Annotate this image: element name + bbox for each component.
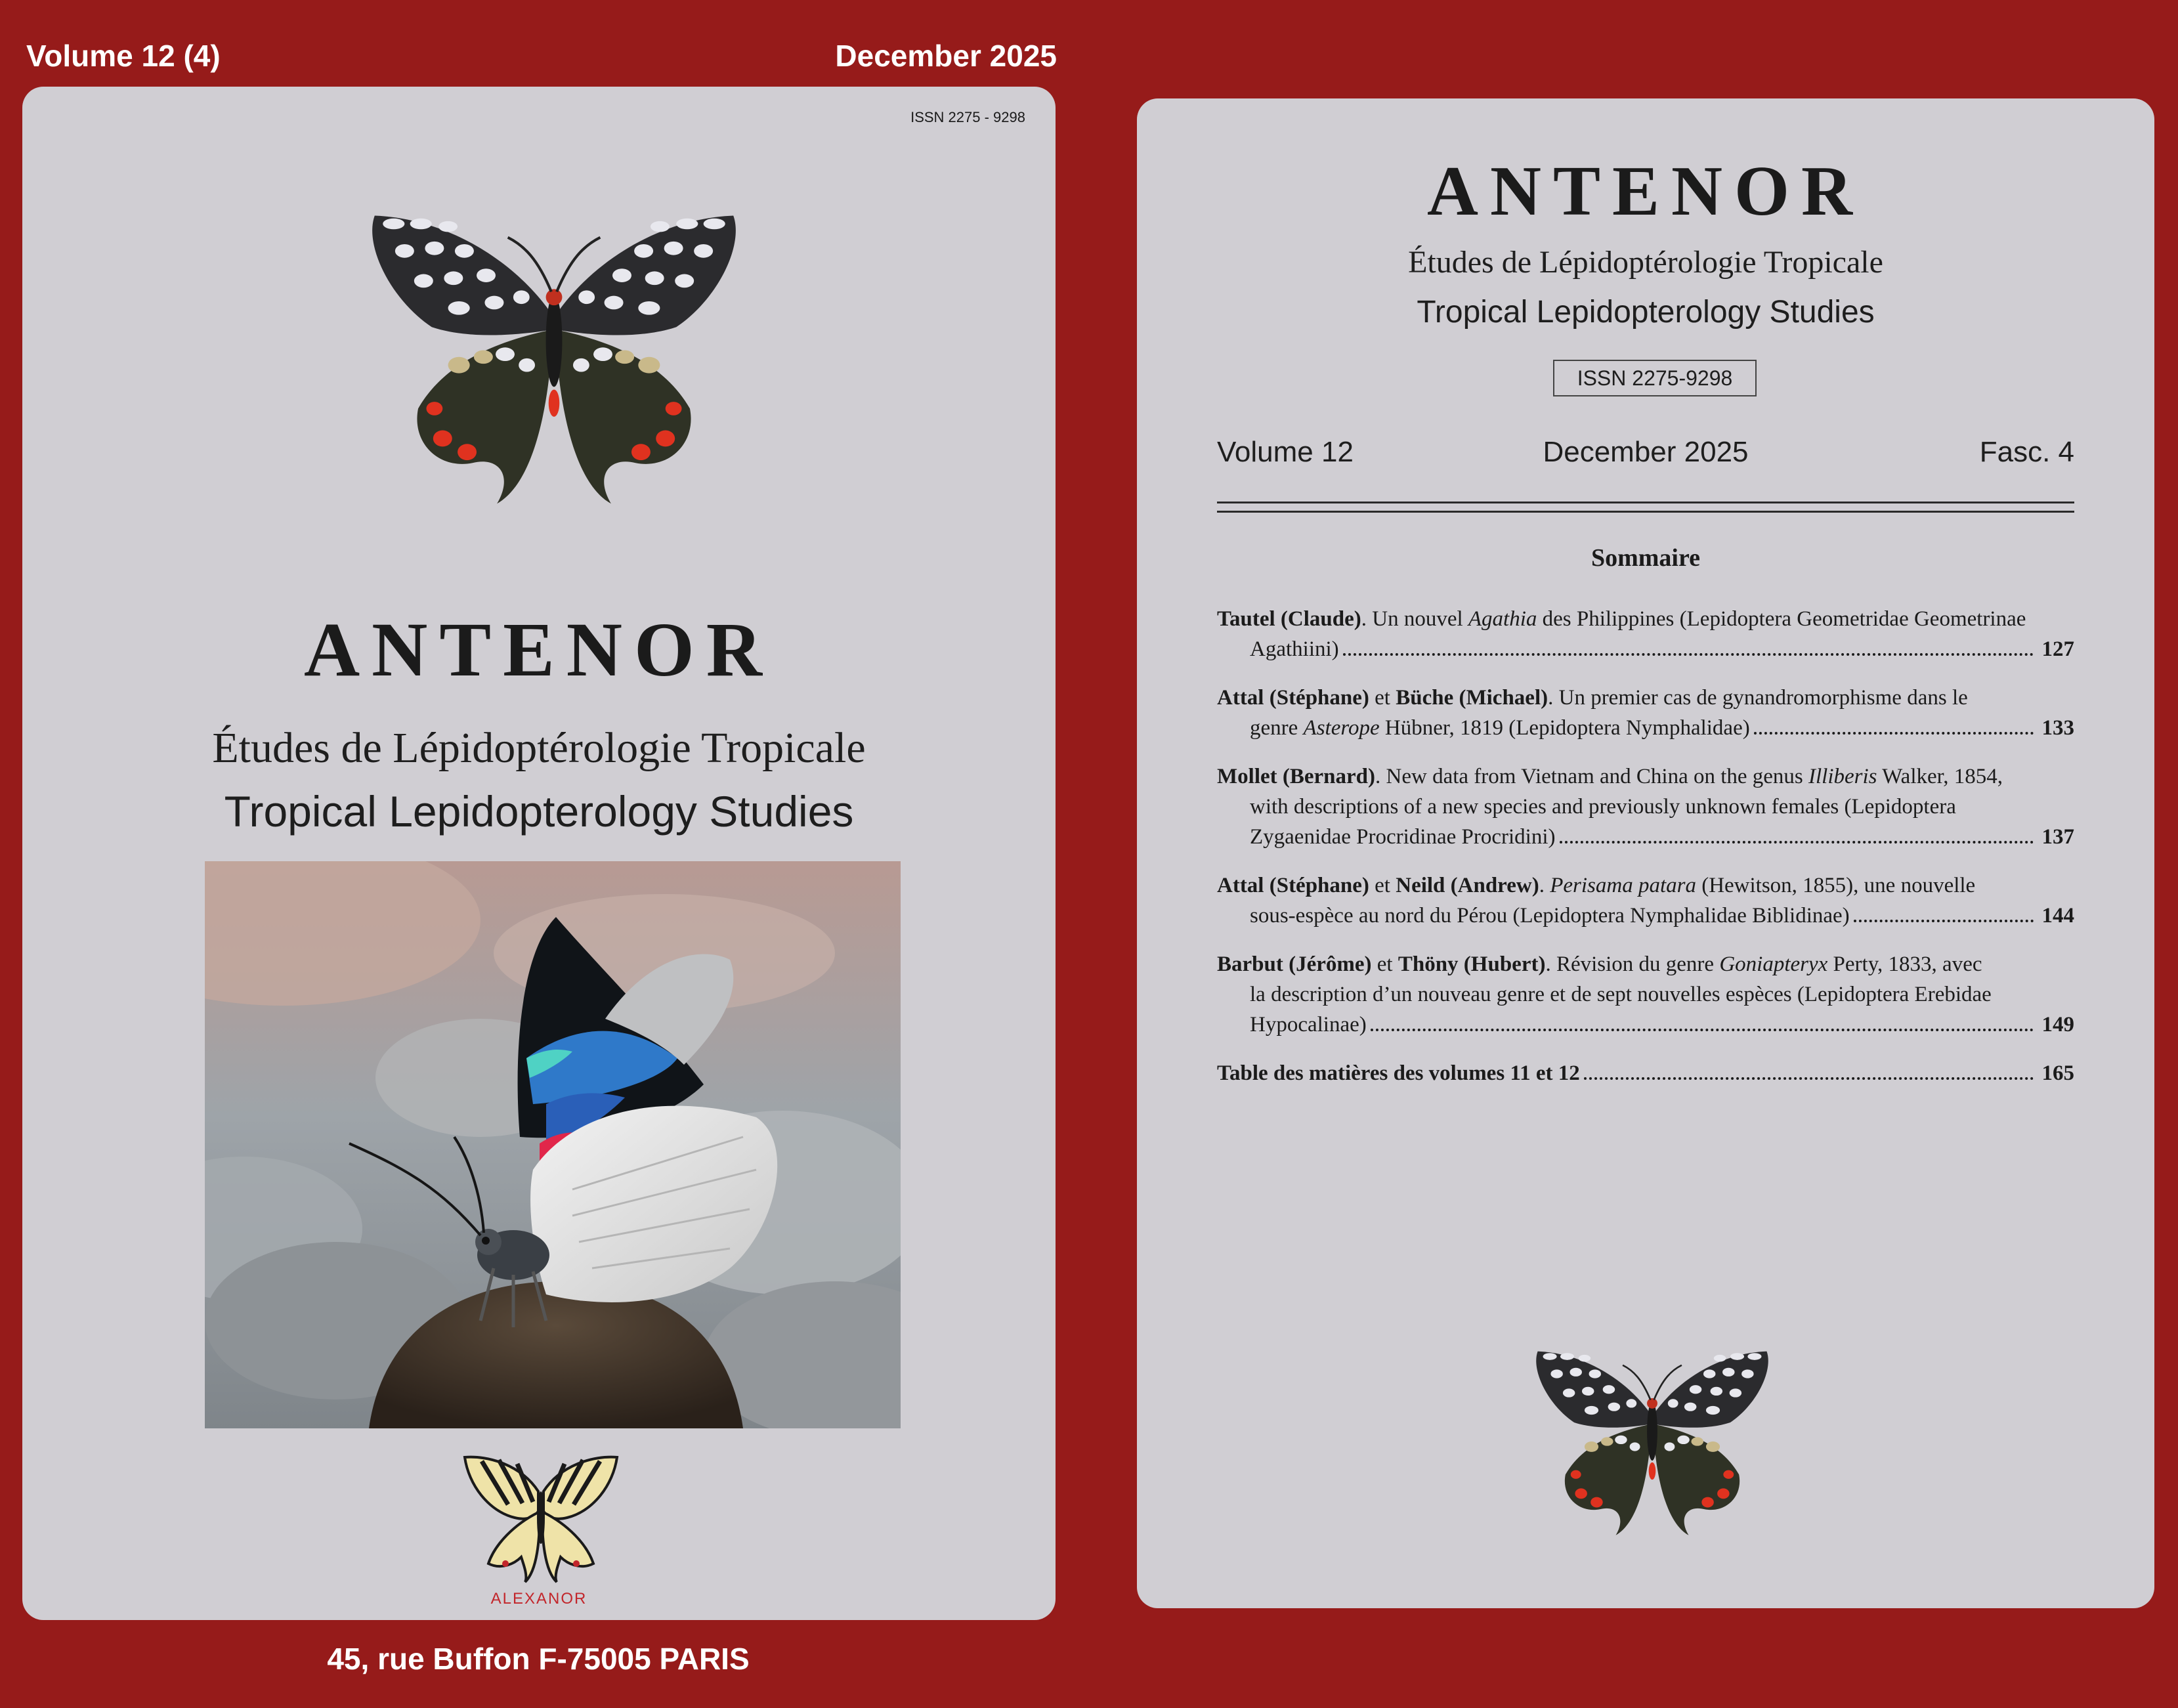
toc-text: . Un premier cas de gynandromorphisme dans le <box>1548 686 1968 710</box>
toc-text: des Philippines (Lepidoptera Geometridae Geometrinae <box>1537 607 2026 631</box>
toc-page: 144 <box>2041 904 2074 928</box>
toc-line <box>1217 901 2074 931</box>
toc-author: Tautel (Claude) <box>1217 607 1361 631</box>
toc-text: . Un nouvel <box>1361 607 1468 631</box>
butterfly-icon <box>364 205 744 517</box>
toc-author: Thöny (Hubert) <box>1398 952 1546 976</box>
toc-taxon: Goniapteryx <box>1719 952 1828 976</box>
issue-date: December 2025 <box>1543 436 1749 468</box>
toc-text: Hübner, 1819 (Lepidoptera Nymphalidae) <box>1379 716 1750 740</box>
cover-top-bar <box>26 38 1057 84</box>
toc-text: et <box>1369 874 1396 897</box>
leader-dots <box>1854 920 2034 922</box>
swallowtail-logo-icon <box>462 1452 620 1583</box>
cover-address: 45, rue Buffon F-75005 PARIS <box>327 1642 750 1676</box>
toc-author: Büche (Michael) <box>1396 686 1548 710</box>
toc-line <box>1217 683 2074 713</box>
cover-date: December 2025 <box>835 39 1057 73</box>
leader-dots <box>1343 653 2034 656</box>
leader-dots <box>1584 1077 2034 1080</box>
toc-line <box>1217 713 2074 743</box>
issn-box: ISSN 2275-9298 <box>1553 360 1757 396</box>
toc-entry[interactable] <box>1217 761 2074 852</box>
toc-entry[interactable] <box>1217 683 2074 743</box>
front-cover <box>22 87 1056 1620</box>
toc-page: 133 <box>2041 716 2074 740</box>
leader-dots <box>1754 732 2034 735</box>
contents-heading: Sommaire <box>1591 544 1701 572</box>
toc-line <box>1217 634 2074 664</box>
toc-text: . <box>1539 874 1550 897</box>
toc-text: Hypocalinae) <box>1250 1013 1367 1036</box>
logo-label: ALEXANOR <box>490 1590 587 1608</box>
leader-dots <box>1560 841 2034 843</box>
toc-line <box>1217 604 2074 634</box>
butterfly-icon <box>1531 1344 1774 1544</box>
toc-text: (Hewitson, 1855), une nouvelle <box>1696 874 1976 897</box>
toc-author: Attal (Stéphane) <box>1217 874 1369 897</box>
toc-text: Perty, 1833, avec <box>1827 952 1982 976</box>
title-page <box>1137 98 2154 1608</box>
toc-author: Mollet (Bernard) <box>1217 765 1376 788</box>
toc-text: et <box>1369 686 1396 710</box>
toc-entry[interactable] <box>1217 604 2074 664</box>
toc-text: sous-espèce au nord du Pérou (Lepidoptera Nymphalidae Biblidinae) <box>1250 904 1850 928</box>
toc-line <box>1217 1010 2074 1040</box>
issue-info-row <box>1217 436 2074 475</box>
toc-text <box>1250 713 1750 743</box>
toc-line <box>1217 822 2074 852</box>
divider-bottom <box>1217 511 2074 513</box>
toc-line: la description d’un nouveau genre et de sept nouvelles espèces (Lepidoptera Erebidae <box>1250 983 1992 1006</box>
toc-text: Zygaenidae Procridinae Procridini) <box>1250 825 1556 849</box>
toc-text: Walker, 1854, <box>1877 765 2003 788</box>
cover-subtitle-fr: Études de Lépidoptérologie Tropicale <box>212 724 866 772</box>
journal-subtitle-en: Tropical Lepidopterology Studies <box>1417 295 1875 330</box>
toc-line <box>1217 949 2074 979</box>
toc-text: et <box>1371 952 1398 976</box>
toc-taxon: Agathia <box>1468 607 1537 631</box>
issue-fascicle: Fasc. 4 <box>1979 436 2074 468</box>
toc-author: Attal (Stéphane) <box>1217 686 1369 710</box>
cover-title: ANTENOR <box>303 607 775 693</box>
toc-page: 165 <box>2041 1061 2074 1085</box>
toc-author: Neild (Andrew) <box>1396 874 1539 897</box>
cover-subtitle-en: Tropical Lepidopterology Studies <box>224 787 854 836</box>
toc-taxon: Asterope <box>1303 716 1380 740</box>
toc-entry[interactable] <box>1217 949 2074 1040</box>
toc-entry[interactable] <box>1217 1058 2074 1088</box>
toc-entry[interactable] <box>1217 870 2074 931</box>
cover-issn: ISSN 2275 - 9298 <box>910 109 1025 125</box>
cover-volume: Volume 12 (4) <box>26 39 221 73</box>
toc-taxon: Illiberis <box>1808 765 1877 788</box>
leader-dots <box>1371 1029 2034 1031</box>
journal-title: ANTENOR <box>1426 152 1865 230</box>
issue-volume: Volume 12 <box>1217 436 1354 468</box>
toc-page: 127 <box>2041 637 2074 661</box>
toc-page: 149 <box>2041 1013 2074 1036</box>
toc-line <box>1217 870 2074 901</box>
table-of-contents <box>1217 604 2074 1107</box>
toc-text: genre <box>1250 716 1304 740</box>
toc-text: . New data from Vietnam and China on the genus <box>1375 765 1809 788</box>
divider-top <box>1217 502 2074 503</box>
butterfly-photo <box>205 861 901 1428</box>
toc-text: . Révision du genre <box>1545 952 1720 976</box>
toc-line <box>1217 1058 2074 1088</box>
toc-author: Table des matières des volumes 11 et 12 <box>1217 1061 1580 1085</box>
toc-line <box>1217 761 2074 792</box>
toc-line: with descriptions of a new species and previously unknown females (Lepidoptera <box>1250 795 1956 819</box>
toc-page: 137 <box>2041 825 2074 849</box>
journal-subtitle-fr: Études de Lépidoptérologie Tropicale <box>1408 245 1883 280</box>
toc-author: Barbut (Jérôme) <box>1217 952 1372 976</box>
toc-text: Agathiini) <box>1250 637 1339 661</box>
toc-taxon: Perisama patara <box>1550 874 1696 897</box>
